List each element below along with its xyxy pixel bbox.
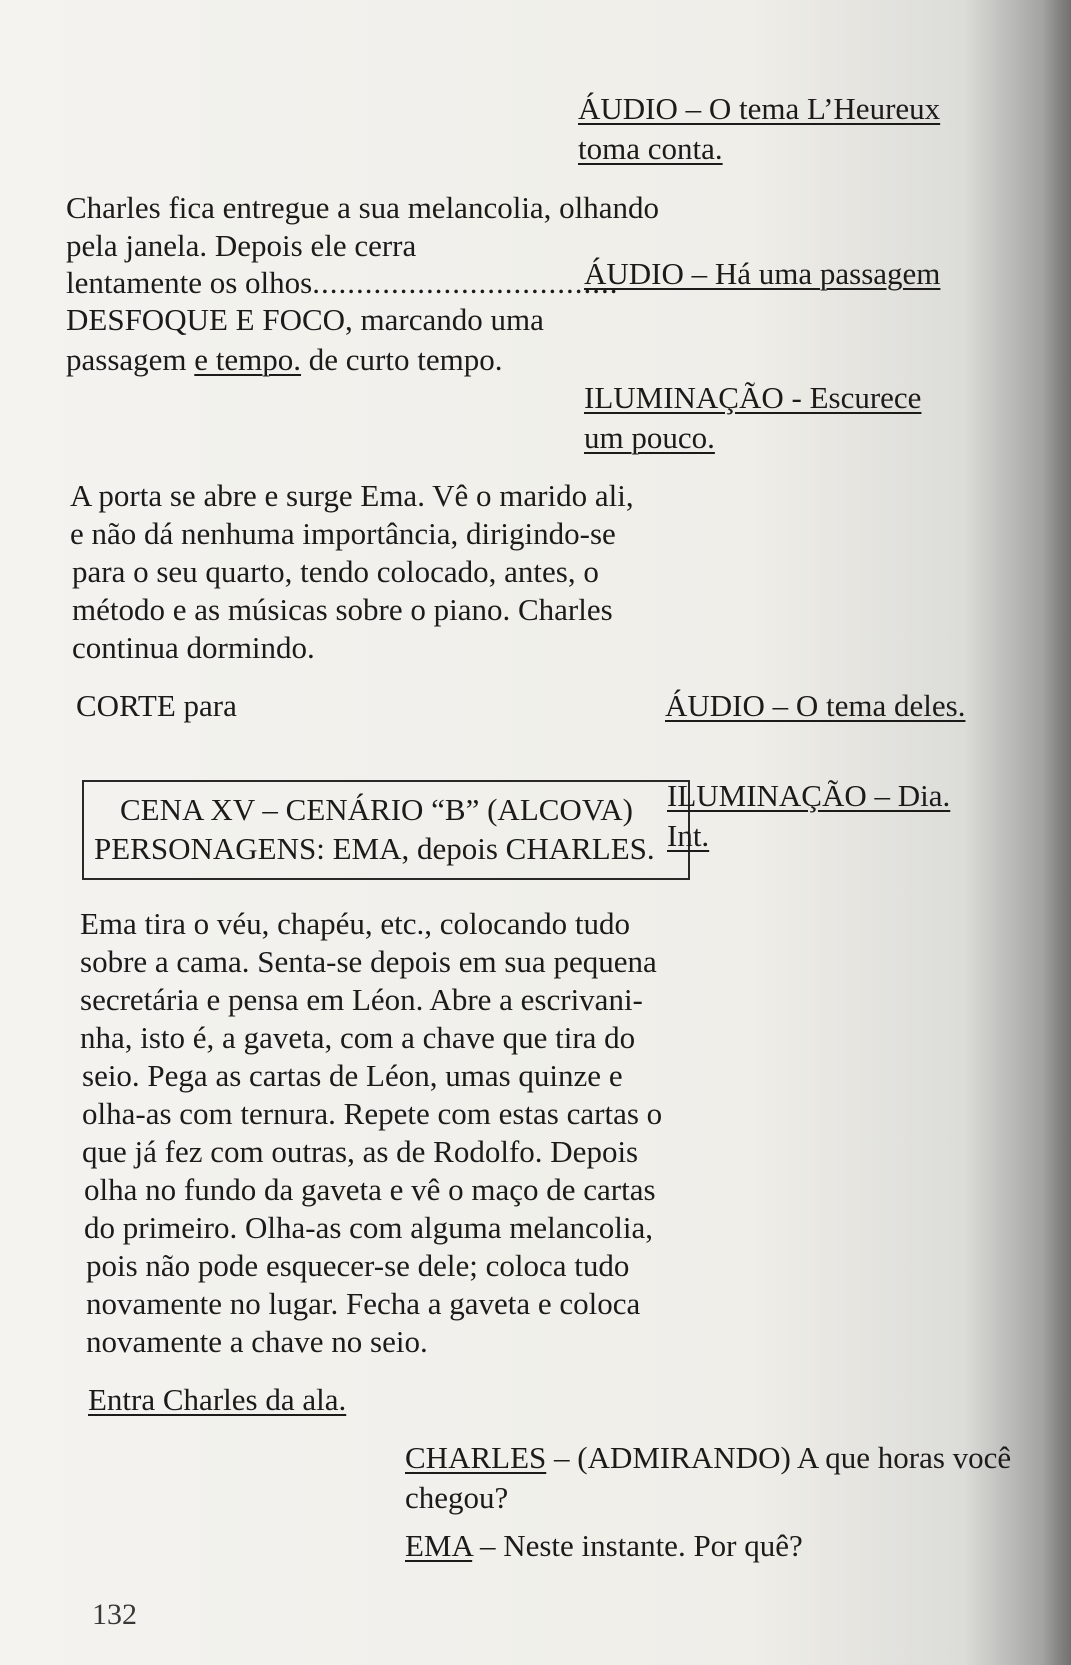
para3-line: novamente no lugar. Fecha a gaveta e coloca: [86, 1286, 641, 1321]
para3-line: nha, isto é, a gaveta, com a chave que tira do: [80, 1020, 636, 1055]
para2-line: A porta se abre e surge Ema. Vê o marido ali,: [70, 478, 634, 513]
lighting-cue-day-cont: Int.: [667, 818, 710, 853]
para2-line: continua dormindo.: [72, 630, 315, 665]
para3-line: olha no fundo da gaveta e vê o maço de cartas: [84, 1172, 656, 1207]
para1-line: DESFOQUE E FOCO, marcando uma: [66, 302, 544, 337]
para3-line: novamente a chave no seio.: [86, 1324, 428, 1359]
para2-line: para o seu quarto, tendo colocado, antes, o: [72, 554, 599, 589]
para2-line: e não dá nenhuma importância, dirigindo-se: [70, 516, 616, 551]
para1-line: Charles fica entregue a sua melancolia, olhando: [66, 190, 660, 225]
lighting-cue-darken: ILUMINAÇÃO - Escurece: [584, 380, 922, 415]
para3-line: secretária e pensa em Léon. Abre a escrivani-: [80, 982, 643, 1017]
para3-line: do primeiro. Olha-as com alguma melancolia,: [84, 1210, 654, 1245]
para1-underlined: e tempo.: [194, 342, 302, 377]
para1-text: de curto tempo.: [308, 342, 503, 377]
dialogue-text: – Neste instante. Por quê?: [472, 1528, 803, 1563]
dialogue-line: [405, 1526, 803, 1566]
para1-text: passagem: [66, 342, 187, 377]
para1-line: [66, 263, 618, 303]
para3-line: que já fez com outras, as de Rodolfo. Depois: [82, 1134, 639, 1169]
para3-line: sobre a cama. Senta-se depois em sua pequena: [80, 944, 657, 979]
audio-cue-theme-lheureux: ÁUDIO – O tema L’Heureux: [578, 91, 941, 126]
audio-cue-passage: ÁUDIO – Há uma passagem: [584, 256, 941, 291]
para1-line: pela janela. Depois ele cerra: [66, 228, 417, 263]
speaker-name: CHARLES: [405, 1440, 547, 1475]
audio-cue-their-theme: ÁUDIO – O tema deles.: [665, 688, 966, 723]
audio-cue-theme-lheureux-cont: toma conta.: [578, 131, 723, 166]
dialogue-line: [405, 1438, 1011, 1478]
para3-line: olha-as com ternura. Repete com estas cartas o: [82, 1096, 663, 1131]
dialogue-line: chegou?: [405, 1480, 509, 1515]
page-number: 132: [92, 1598, 137, 1631]
scene-heading: CENA XV – CENÁRIO “B” (ALCOVA): [120, 792, 633, 827]
para2-line: método e as músicas sobre o piano. Charles: [72, 592, 613, 627]
para3-line: pois não pode esquecer-se dele; coloca tudo: [86, 1248, 630, 1283]
speaker-name: EMA: [405, 1528, 473, 1563]
binding-shadow: [1043, 0, 1071, 1665]
para1-text: lentamente os olhos: [66, 265, 313, 300]
lighting-cue-darken-cont: um pouco.: [584, 420, 715, 455]
lighting-cue-day: ILUMINAÇÃO – Dia.: [667, 778, 951, 813]
dialogue-text: – (ADMIRANDO) A que horas você: [546, 1440, 1012, 1475]
para1-line: [66, 340, 502, 380]
leader-dots: ...................................: [312, 265, 619, 300]
cut-direction: CORTE para: [76, 688, 237, 723]
para3-line: Ema tira o véu, chapéu, etc., colocando tudo: [80, 906, 631, 941]
scene-characters: PERSONAGENS: EMA, depois CHARLES.: [94, 831, 655, 866]
stage-direction-enter: Entra Charles da ala.: [88, 1382, 347, 1417]
para3-line: seio. Pega as cartas de Léon, umas quinze e: [82, 1058, 623, 1093]
